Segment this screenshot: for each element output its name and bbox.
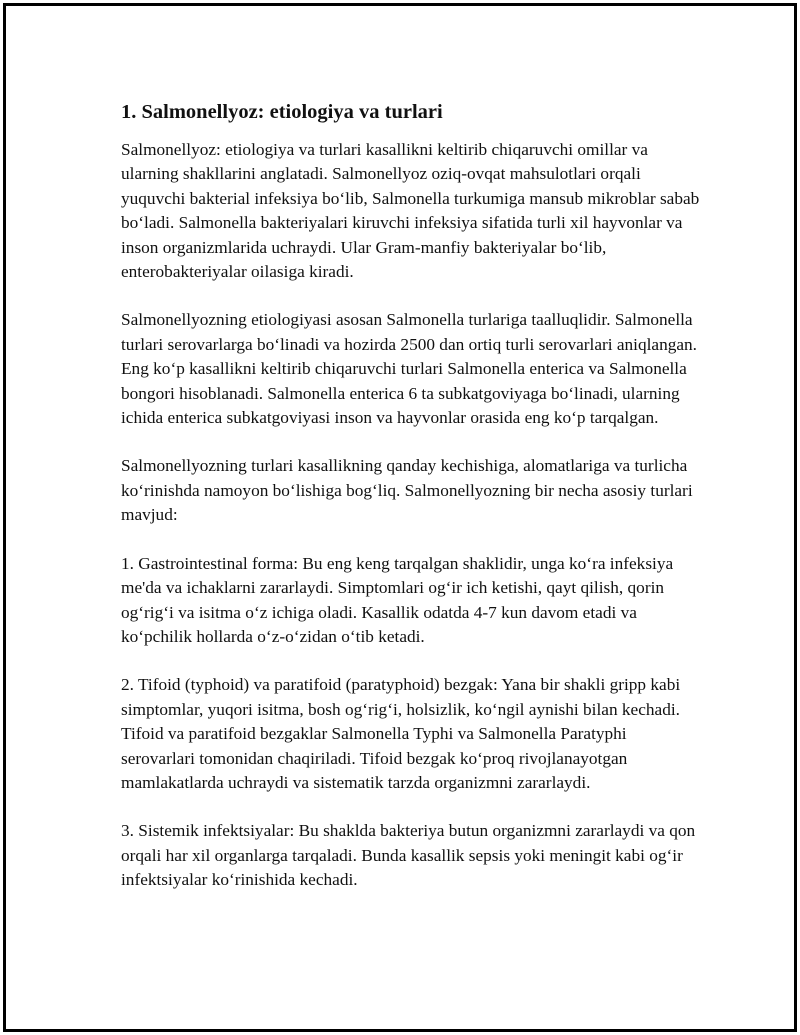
paragraph-type-gastrointestinal: 1. Gastrointestinal forma: Bu eng keng tarqalgan shaklidir, unga ko‘ra infeksiya me'da va ichaklarni zararlaydi. Simptomlari og‘ir ich ketishi, qayt qilish, qorin og‘rig‘i va isitma o‘z ichiga oladi. Kasallik odatda 4-7 kun davom etadi va ko‘pchilik hollarda o‘z-o‘zidan o‘tib ketadi. <box>121 553 674 646</box>
document-body <box>121 98 701 917</box>
paragraph-type-typhoid: 2. Tifoid (typhoid) va paratifoid (paratyphoid) bezgak: Yana bir shakli gripp kabi simptomlar, yuqori isitma, bosh og‘rig‘i, holsizlik, ko‘ngil aynishi bilan kechadi. Tifoid va paratifoid bezgaklar Salmonella Typhi va Salmonella Paratyphi serovarlari tomonidan chaqiriladi. Tifoid bezgak ko‘proq rivojlanayotgan mamlakatlarda uchraydi va sistematik tarzda organizmni zararlaydi. <box>121 675 681 792</box>
section-heading: 1. Salmonellyoz: etiologiya va turlari <box>121 101 443 123</box>
paragraph-intro: Salmonellyoz: etiologiya va turlari kasallikni keltirib chiqaruvchi omillar va ularning shakllarini anglatadi. Salmonellyoz oziq-ovqat mahsulotlari orqali yuquvchi bakterial infeksiya bo‘lib, Salmonella turkumiga mansub mikroblar sabab bo‘ladi. Salmonella bakteriyalari kiruvchi infeksiya sifatida turli xil hayvonlar va inson organizmlarida uchraydi. Ular Gram-manfiy bakteriyalar bo‘lib, enterobakteriyalar oilasiga kiradi. <box>121 140 700 282</box>
paragraph-etiology: Salmonellyozning etiologiyasi asosan Salmonella turlariga taalluqlidir. Salmonella turlari serovarlarga bo‘linadi va hozirda 2500 dan ortiq turli serovarlari aniqlangan. Eng ko‘p kasallikni keltirib chiqaruvchi turlari Salmonella enterica va Salmonella bongori hisoblanadi. Salmonella enterica 6 ta subkatgoviyaga bo‘linadi, ularning ichida enterica subkatgoviyasi inson va hayvonlar orasida eng ko‘p tarqalgan. <box>121 310 698 428</box>
paragraph-type-systemic: 3. Sistemik infektsiyalar: Bu shaklda bakteriya butun organizmni zararlaydi va qon orqali har xil organlarga tarqaladi. Bunda kasallik sepsis yoki meningit kabi og‘ir infektsiyalar ko‘rinishida kechadi. <box>121 821 696 890</box>
paragraph-types-intro: Salmonellyozning turlari kasallikning qanday kechishiga, alomatlariga va turlicha ko‘rinishda namoyon bo‘lishiga bog‘liq. Salmonellyozning bir necha asosiy turlari mavjud: <box>121 456 693 525</box>
page-frame <box>3 3 797 1032</box>
